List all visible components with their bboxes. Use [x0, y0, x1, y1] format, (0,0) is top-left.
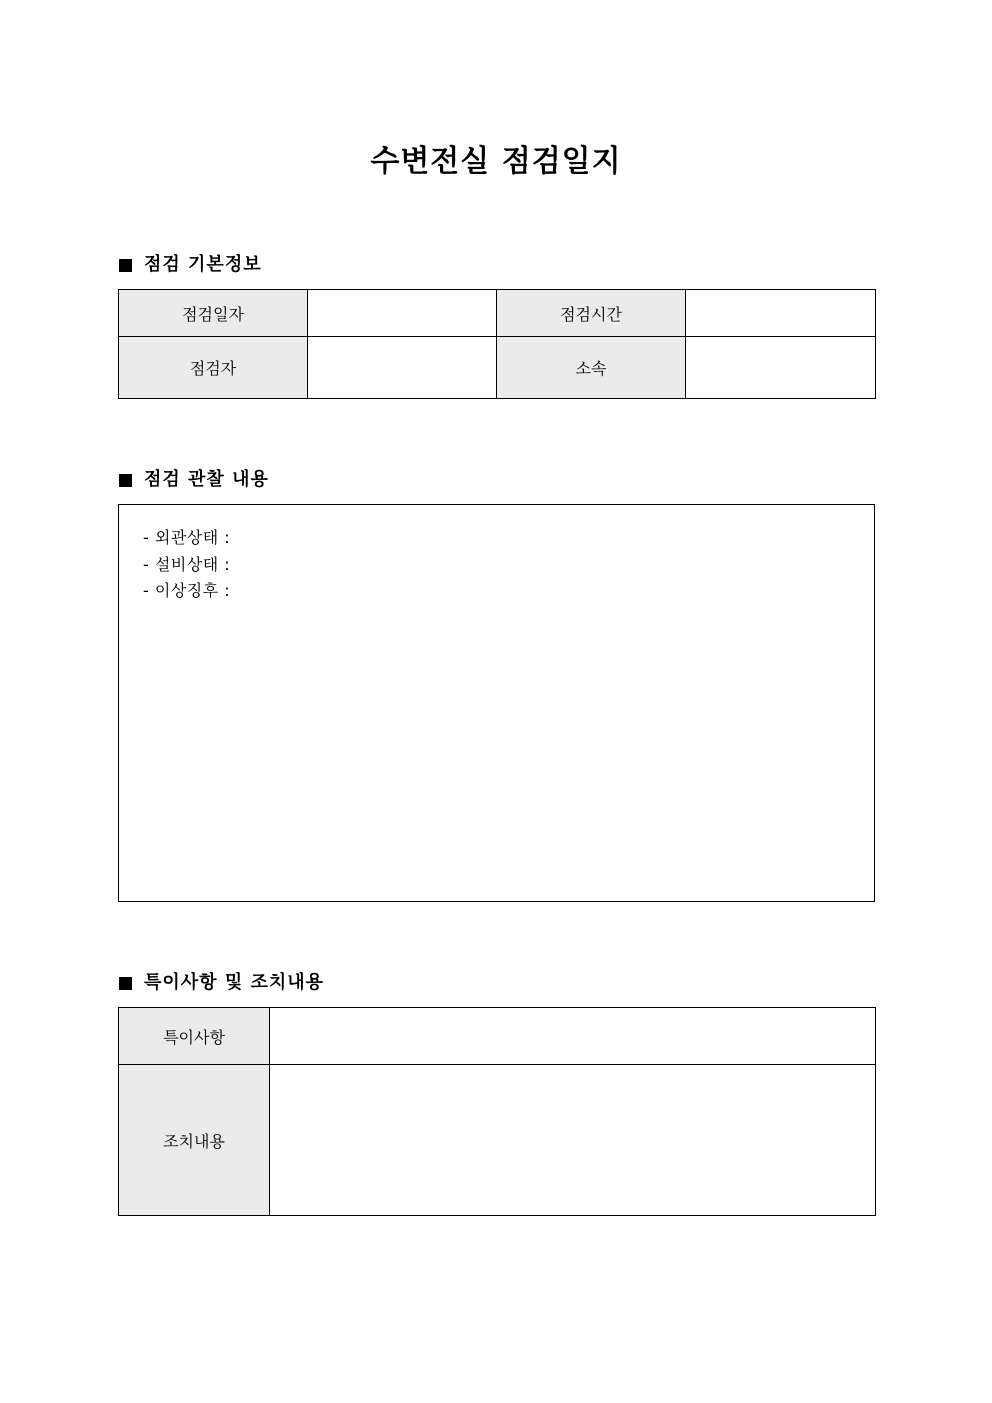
section-heading-basic-info: [119, 254, 262, 276]
affiliation-field[interactable]: [686, 337, 876, 399]
table-row: [119, 337, 876, 399]
remarks-field[interactable]: [270, 1008, 876, 1065]
actions-label: 조치내용: [119, 1065, 270, 1216]
affiliation-label: 소속: [497, 337, 686, 399]
section-heading-observation: [119, 469, 269, 491]
table-row: [119, 1065, 876, 1216]
observation-item-exterior: - 외관상태 :: [143, 528, 231, 547]
remarks-table: [118, 1007, 876, 1216]
actions-field[interactable]: [270, 1065, 876, 1216]
inspection-date-field[interactable]: [308, 290, 497, 337]
section-heading-text: 특이사항 및 조치내용: [144, 972, 325, 993]
square-bullet-icon: [119, 474, 132, 487]
inspection-date-label: 점검일자: [119, 290, 308, 337]
page-title: 수변전실 점검일지: [370, 144, 622, 179]
observation-list: [143, 525, 230, 605]
square-bullet-icon: [119, 977, 132, 990]
inspector-field[interactable]: [308, 337, 497, 399]
observation-item-equipment: - 설비상태 :: [143, 554, 231, 574]
basic-info-table: [118, 289, 876, 399]
inspection-time-label: 점검시간: [497, 290, 686, 337]
section-heading-text: 점검 기본정보: [144, 254, 262, 275]
table-row: [119, 290, 876, 337]
section-heading-text: 점검 관찰 내용: [144, 469, 269, 490]
remarks-label: 특이사항: [119, 1008, 270, 1065]
section-heading-remarks: [119, 972, 324, 994]
inspector-label: 점검자: [119, 337, 308, 399]
observation-box[interactable]: [118, 504, 875, 902]
table-row: [119, 1008, 876, 1065]
inspection-time-field[interactable]: [686, 290, 876, 337]
square-bullet-icon: [119, 259, 132, 272]
observation-item-anomaly: - 이상징후 :: [143, 581, 231, 600]
